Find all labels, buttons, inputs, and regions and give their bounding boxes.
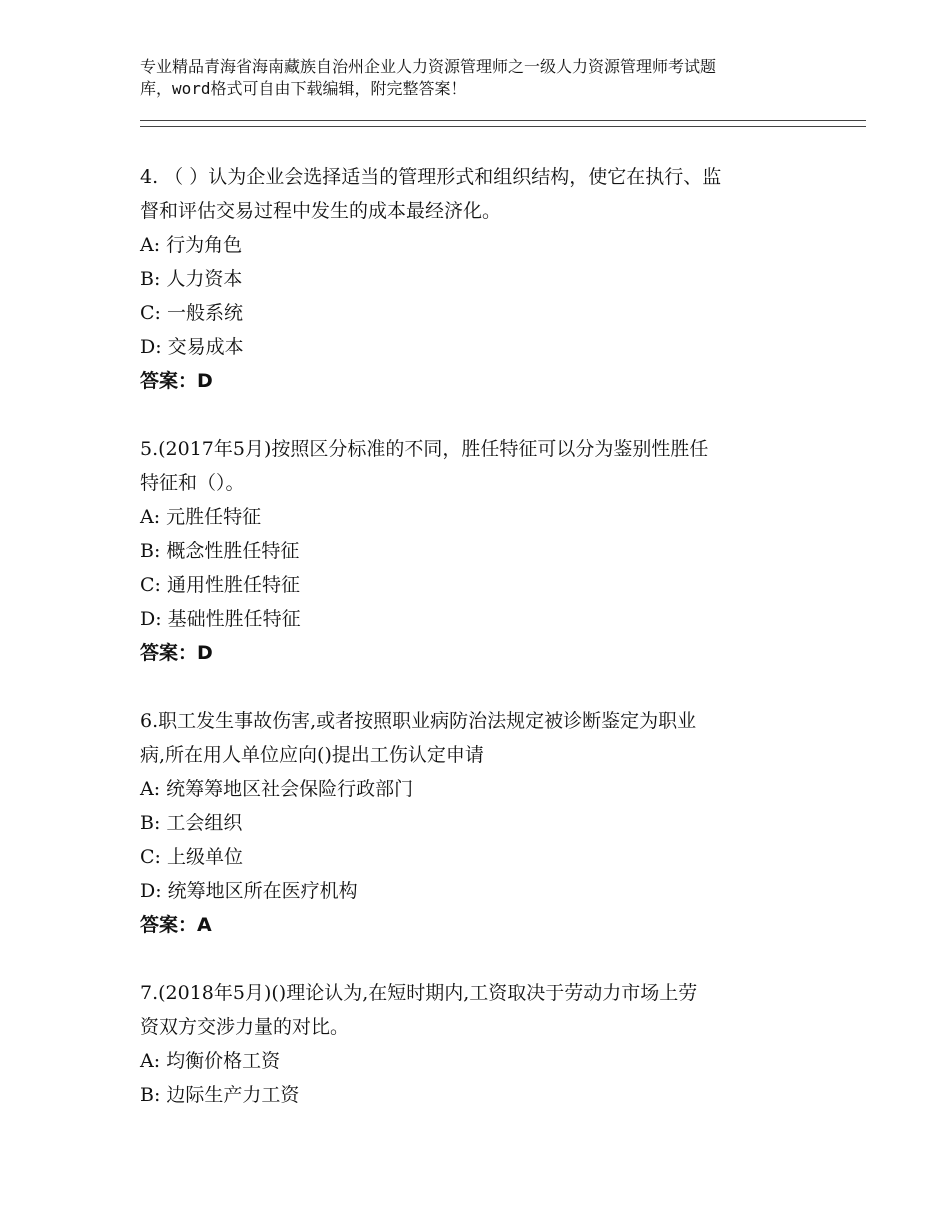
option-a: A: 行为角色 <box>140 234 243 256</box>
option-b: B: 边际生产力工资 <box>140 1084 300 1106</box>
option-d: D: 基础性胜任特征 <box>140 608 301 630</box>
question-stem: 5.(2017年5月)按照区分标准的不同，胜任特征可以分为鉴别性胜任 <box>140 438 709 460</box>
option-b: B: 概念性胜任特征 <box>140 540 300 562</box>
header-divider <box>140 120 866 127</box>
question-stem-continued: 特征和（）。 <box>140 472 245 494</box>
question-stem-continued: 督和评估交易过程中发生的成本最经济化。 <box>140 200 502 222</box>
answer: 答案：D <box>140 370 213 392</box>
question-7 <box>140 976 840 1112</box>
option-c: C: 上级单位 <box>140 846 243 868</box>
question-stem: 6.职工发生事故伤害,或者按照职业病防治法规定被诊断鉴定为职业 <box>140 710 697 732</box>
option-c: C: 一般系统 <box>140 302 243 324</box>
answer: 答案：D <box>140 642 213 664</box>
option-b: B: 人力资本 <box>140 268 243 290</box>
header-line-2: 库，word格式可自由下载编辑，附完整答案！ <box>140 79 467 98</box>
option-b: B: 工会组织 <box>140 812 243 834</box>
question-stem: 7.(2018年5月)()理论认为,在短时期内,工资取决于劳动力市场上劳 <box>140 982 698 1004</box>
question-stem-continued: 资双方交涉力量的对比。 <box>140 1016 350 1038</box>
question-4 <box>140 160 840 398</box>
option-a: A: 均衡价格工资 <box>140 1050 281 1072</box>
document-header <box>140 56 840 100</box>
header-line-1: 专业精品青海省海南藏族自治州企业人力资源管理师之一级人力资源管理师考试题 <box>140 57 717 76</box>
question-5 <box>140 432 840 670</box>
question-list <box>140 160 840 1146</box>
option-c: C: 通用性胜任特征 <box>140 574 300 596</box>
question-stem: 4. （ ）认为企业会选择适当的管理形式和组织结构，使它在执行、监 <box>140 166 722 188</box>
answer: 答案：A <box>140 914 212 936</box>
question-stem-continued: 病,所在用人单位应向()提出工伤认定申请 <box>140 744 484 766</box>
option-d: D: 统筹地区所在医疗机构 <box>140 880 358 902</box>
option-d: D: 交易成本 <box>140 336 244 358</box>
option-a: A: 统筹筹地区社会保险行政部门 <box>140 778 414 800</box>
option-a: A: 元胜任特征 <box>140 506 262 528</box>
question-6 <box>140 704 840 942</box>
